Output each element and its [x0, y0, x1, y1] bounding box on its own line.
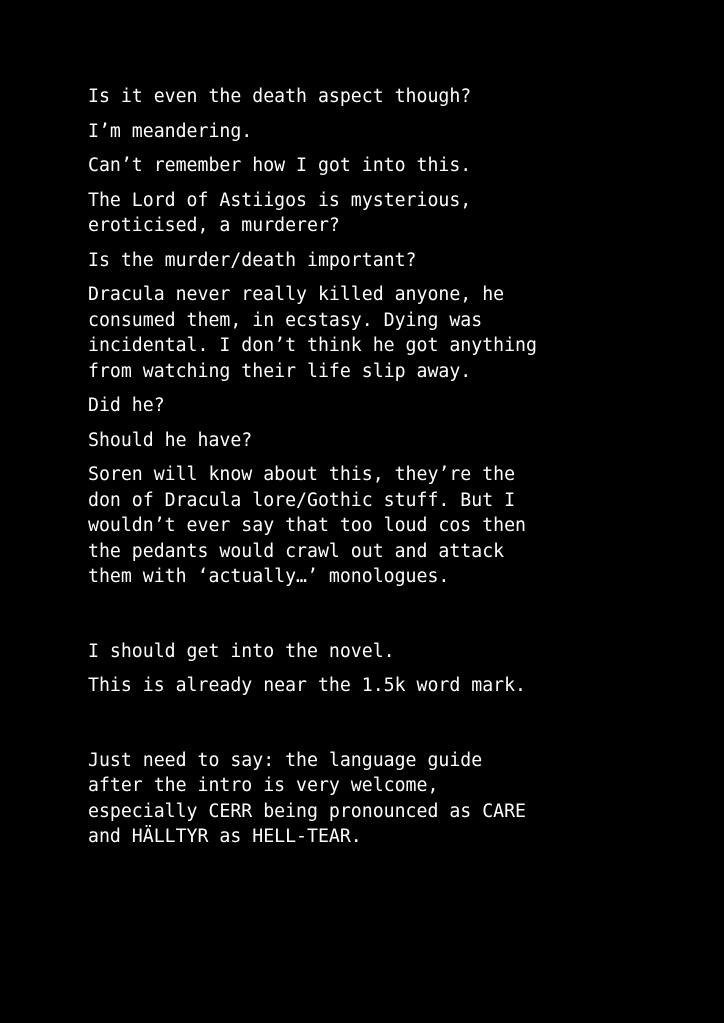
paragraph-did-he — [88, 393, 708, 419]
text-line: The Lord of Astiigos is mysterious, — [88, 189, 472, 211]
paragraph-language-guide — [88, 748, 708, 850]
text-line: Soren will know about this, they’re the — [88, 464, 516, 485]
paragraph-lord-of-astiigos — [88, 188, 708, 239]
text-line: I’m meandering. — [88, 120, 253, 142]
paragraph-dracula — [88, 282, 708, 384]
spacer — [88, 144, 708, 153]
paragraph-meandering — [88, 119, 708, 145]
text-line: wouldn’t ever say that too loud cos then — [88, 515, 526, 536]
text-line: consumed them, in ecstasy. Dying was — [88, 309, 483, 331]
text-line: Can’t remember how I got into this. — [88, 155, 472, 176]
text-line: Should he have? — [88, 429, 253, 451]
spacer — [88, 664, 708, 673]
text-line: Is it even the death aspect though? — [88, 86, 472, 107]
paragraph-death-aspect — [88, 84, 708, 110]
text-line: and HÄLLTYR as HELL-TEAR. — [88, 826, 362, 847]
paragraph-soren — [88, 462, 708, 590]
text-line: from watching their life slip away. — [88, 360, 472, 382]
spacer — [88, 590, 708, 639]
spacer — [88, 110, 708, 119]
paragraph-word-mark — [88, 673, 708, 699]
paragraph-cant-remember — [88, 153, 708, 179]
text-line: Just need to say: the language guide — [88, 749, 483, 771]
text-line: I should get into the novel. — [88, 640, 395, 662]
text-line: don of Dracula lore/Gothic stuff. But I — [88, 489, 516, 511]
document-body — [88, 84, 708, 850]
text-line: them with ‘actually…’ monologues. — [88, 566, 450, 587]
spacer — [88, 384, 708, 393]
text-line: after the intro is very welcome, — [88, 775, 439, 796]
spacer — [88, 699, 708, 748]
text-line: This is already near the 1.5k word mark. — [88, 675, 526, 696]
spacer — [88, 239, 708, 248]
text-line: eroticised, a murderer? — [88, 215, 340, 236]
text-line: especially CERR being pronounced as CARE — [88, 800, 526, 822]
spacer — [88, 419, 708, 428]
spacer — [88, 273, 708, 282]
text-line: Is the murder/death important? — [88, 249, 417, 271]
text-line: the pedants would crawl out and attack — [88, 540, 505, 562]
spacer — [88, 179, 708, 188]
paragraph-murder-death — [88, 248, 708, 274]
paragraph-should-he — [88, 428, 708, 454]
text-line: incidental. I don’t think he got anything — [88, 335, 537, 356]
text-line: Did he? — [88, 395, 165, 416]
spacer — [88, 453, 708, 462]
paragraph-get-into-novel — [88, 639, 708, 665]
text-line: Dracula never really killed anyone, he — [88, 284, 505, 305]
